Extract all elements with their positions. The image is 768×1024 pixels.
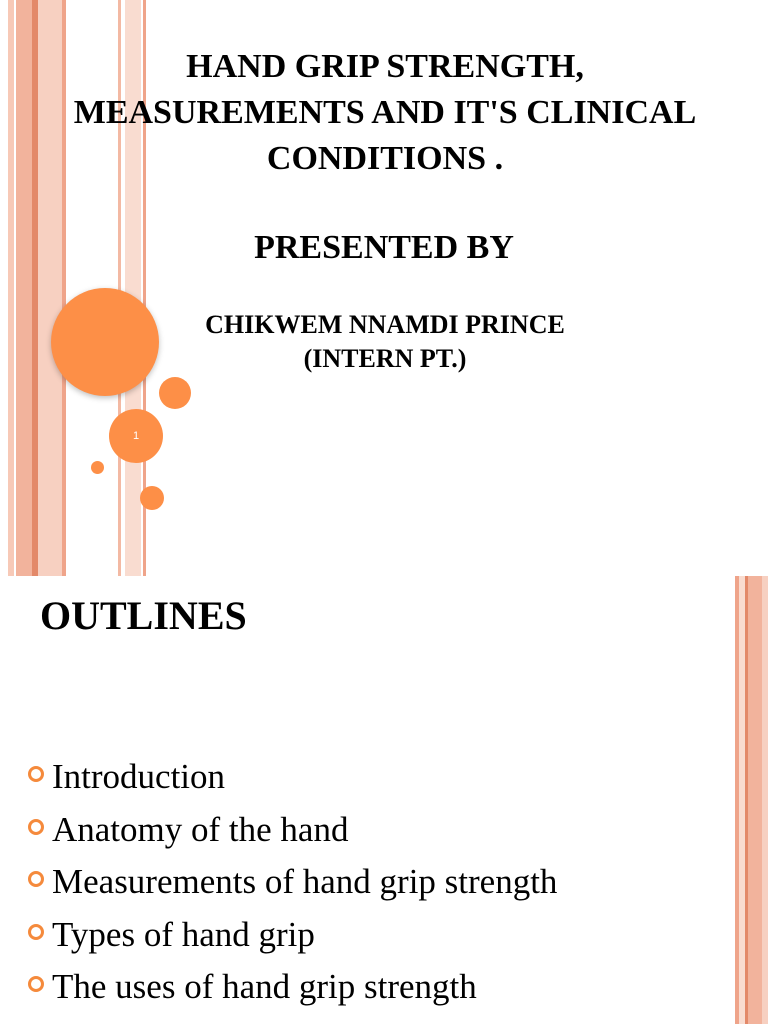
bullet-circle-icon (28, 819, 44, 835)
outlines-heading: OUTLINES (40, 593, 247, 638)
bullet-circle-icon (28, 924, 44, 940)
list-item (28, 961, 557, 1014)
bullet-circle-icon (28, 976, 44, 992)
presented-by-label: PRESENTED BY (254, 229, 514, 266)
list-item (28, 909, 557, 962)
slide-title-line: CONDITIONS . (266, 140, 504, 177)
list-item-text: Introduction (52, 757, 226, 796)
presenter-role: (INTERN PT.) (303, 344, 467, 373)
page-number: 1 (132, 430, 140, 442)
bullet-circle-icon (28, 766, 44, 782)
list-item (28, 856, 557, 909)
list-item-text: Types of hand grip (52, 914, 315, 954)
bullet-circle-icon (28, 871, 44, 887)
list-item-text: Measurements of hand grip strength (52, 862, 558, 901)
outline-list (28, 751, 557, 1014)
slide-title-line: MEASUREMENTS AND IT'S CLINICAL (73, 94, 697, 131)
decorative-stripe (748, 576, 762, 1024)
decorative-stripe (762, 576, 768, 1024)
decorative-circle-tiny (91, 461, 104, 474)
outlines-slide (0, 576, 768, 1024)
slide-title-line: HAND GRIP STRENGTH, (186, 48, 584, 85)
list-item (28, 804, 557, 857)
presenter-name: CHIKWEM NNAMDI PRINCE (205, 310, 565, 339)
decorative-circle-small (140, 486, 164, 510)
list-item (28, 751, 557, 804)
slide-title (20, 44, 750, 182)
decorative-circle-small (159, 377, 191, 409)
list-item-text: The uses of hand grip strength (52, 967, 477, 1006)
list-item-text: Anatomy of the hand (52, 809, 349, 849)
presenter-block (130, 308, 640, 376)
